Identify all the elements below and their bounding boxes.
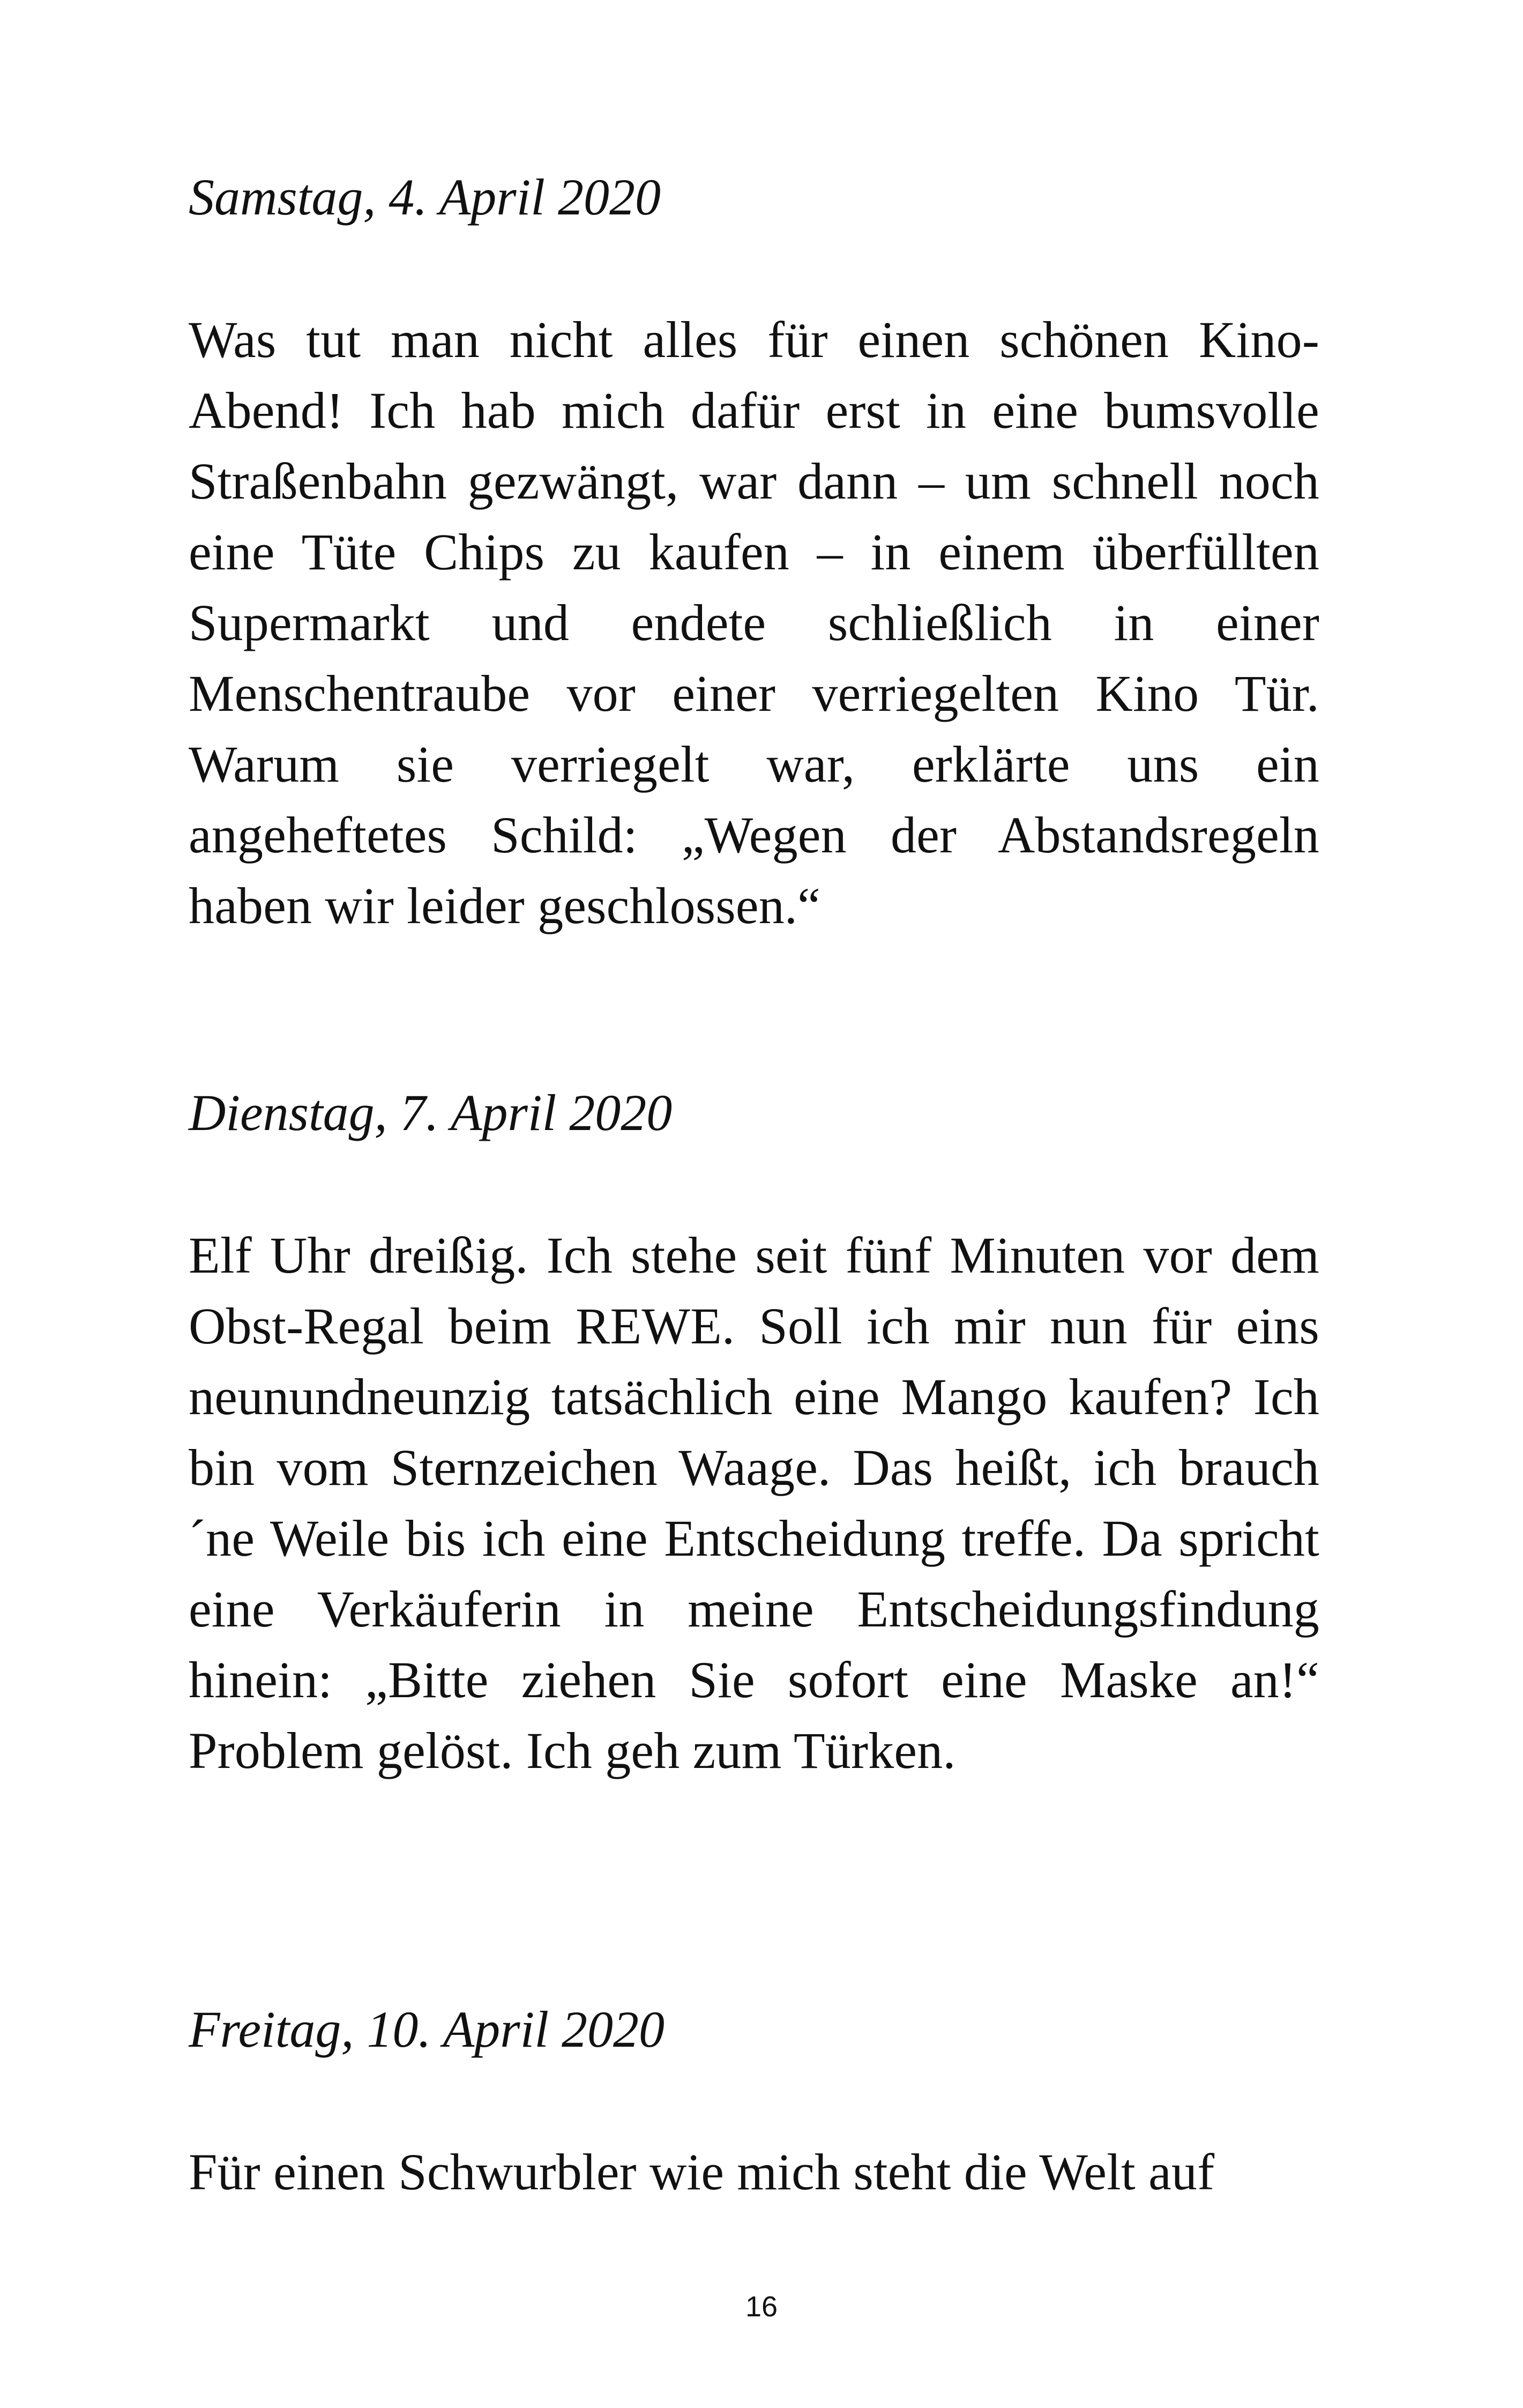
entry-date-heading: Samstag, 4. April 2020 — [189, 168, 661, 226]
entry-body-3 — [189, 2137, 1319, 2208]
entry-date-heading: Dienstag, 7. April 2020 — [189, 1084, 673, 1141]
page-number: 16 — [745, 2291, 778, 2323]
entry-date-3 — [189, 1994, 1319, 2065]
entry-body-2 — [189, 1220, 1319, 1786]
entry-date-1 — [189, 162, 1319, 233]
entry-paragraph: Was tut man nicht alles für einen schönen Kino-Abend! Ich hab mich dafür erst in eine bumsvolle Straßenbahn gezwängt, war dann – um schnell noch eine Tüte Chips zu kaufen – in einem überfüllten Supermarkt und endete schließlich in einer Menschentraube vor einer verriegelten Kino Tür. Warum sie verriegelt war, erklärte uns ein angeheftetes Schild: „Wegen der Abstandsregeln haben wir leider geschlossen.“ — [189, 311, 1319, 934]
entry-date-heading: Freitag, 10. April 2020 — [189, 2001, 665, 2058]
entry-paragraph: Elf Uhr dreißig. Ich stehe seit fünf Minuten vor dem Obst-Regal beim REWE. Soll ich mir nun für eins neunundneunzig tatsächlich eine Mango kaufen? Ich bin vom Sternzeichen Waage. Das heißt, ich brauch ´ne Weile bis ich eine Entscheidung treffe. Da spricht eine Verkäuferin in meine Entscheidungsfindung hinein: „Bitte ziehen Sie sofort eine Maske an!“ Problem gelöst. Ich geh zum Türken. — [189, 1227, 1319, 1779]
entry-paragraph: Für einen Schwurbler wie mich steht die Welt auf — [189, 2143, 1215, 2201]
entry-body-1 — [189, 304, 1319, 941]
entry-date-2 — [189, 1077, 1319, 1148]
